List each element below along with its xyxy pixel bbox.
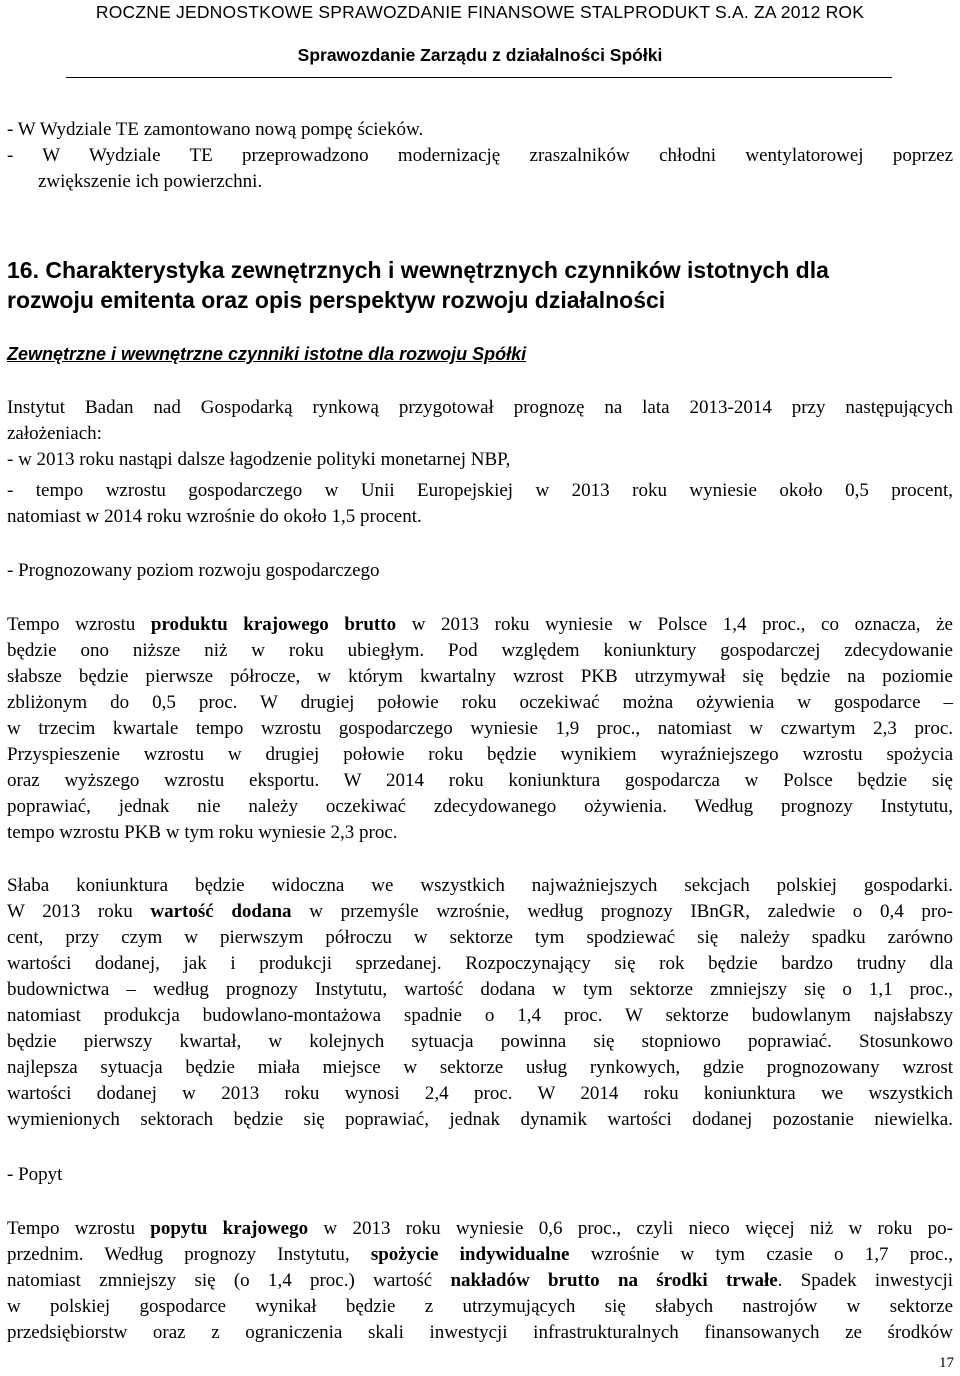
paragraph-line: - tempo wzrostu gospodarczego w Unii Europejskiej w 2013 roku wyniesie około 0,5 procent,: [7, 480, 953, 501]
paragraph-line: najlepsza sytuacja będzie miała miejsce w sektorze usług rynkowych, gdzie prognozowany wzrost: [7, 1057, 953, 1078]
paragraph-line: w polskiej gospodarce wynikał będzie z utrzymujących się słabych nastrojów w sektorze: [7, 1296, 953, 1317]
paragraph-line: wymienionych sektorach będzie się poprawiać, jednak dynamik wartości dodanej pozostanie niewielka.: [7, 1109, 953, 1130]
paragraph-line: natomiast w 2014 roku wzrośnie do około 1,5 procent.: [7, 506, 422, 527]
paragraph-line: poprawiać, jednak nie należy oczekiwać zdecydowanego ożywienia. Według prognozy Instytutu,: [7, 796, 953, 817]
forecast-heading: - Prognozowany poziom rozwoju gospodarczego: [7, 560, 380, 581]
paragraph-line: natomiast produkcja budowlano-montażowa spadnie o 1,4 proc. W sektorze budowlanym najsłabszy: [7, 1005, 953, 1026]
paragraph-line: założeniach:: [7, 423, 102, 444]
section-heading: 16. Charakterystyka zewnętrznych i wewnętrznych czynników istotnych dla: [7, 257, 829, 283]
paragraph-line: Słaba koniunktura będzie widoczna we wszystkich najważniejszych sekcjach polskiej gospodarki.: [7, 875, 953, 896]
paragraph-line: będzie pierwszy kwartał, w kolejnych sytuacja powinna się stopniowo poprawiać. Stosunkowo: [7, 1031, 953, 1052]
paragraph-line: oraz wyższego wzrostu eksportu. W 2014 roku koniunktura gospodarcza w Polsce będzie się: [7, 770, 953, 791]
list-item-continuation: zwiększenie ich powierzchni.: [38, 171, 263, 192]
paragraph-line: natomiast zmniejszy się (o 1,4 proc.) wartość nakładów brutto na środki trwałe. Spadek inwestycji: [7, 1270, 954, 1291]
paragraph-line: budownictwa – według prognozy Instytutu, wartość dodana w tym sektorze zmniejszy się o 1,1 proc.,: [7, 979, 953, 1000]
paragraph-line: tempo wzrostu PKB w tym roku wyniesie 2,3 proc.: [7, 822, 398, 843]
paragraph-line: Tempo wzrostu produktu krajowego brutto w 2013 roku wyniesie w Polsce 1,4 proc., co oznacza, że: [7, 614, 953, 635]
paragraph-line: przednim. Według prognozy Instytutu, spożycie indywidualne wzrośnie w tym czasie o 1,7 proc.,: [7, 1244, 953, 1265]
paragraph-line: wartości dodanej, jak i produkcji sprzedanej. Rozpoczynający się rok będzie bardzo trudny dla: [7, 953, 953, 974]
paragraph-line: cent, przy czym w pierwszym półroczu w sektorze tym spodziewać się należy spadku zarówno: [7, 927, 953, 948]
paragraph-line: wartości dodanej w 2013 roku wynosi 2,4 proc. W 2014 roku koniunktura we wszystkich: [7, 1083, 953, 1104]
paragraph-line: W 2013 roku wartość dodana w przemyśle wzrośnie, według prognozy IBnGR, zaledwie o 0,4 pro-: [7, 901, 954, 922]
paragraph-line: przedsiębiorstw oraz z ograniczenia skali inwestycji infrastrukturalnych finansowanych ze środków: [7, 1322, 953, 1343]
paragraph-line: będzie ono niższe niż w roku ubiegłym. Pod względem koniunktury gospodarczej zdecydowanie: [7, 640, 953, 661]
paragraph-line: zbliżonym do 0,5 proc. W drugiej połowie roku oczekiwać można ożywienia w gospodarce –: [7, 692, 953, 713]
header-divider: [66, 77, 892, 78]
paragraph-line: Tempo wzrostu popytu krajowego w 2013 roku wyniesie 0,6 proc., czyli nieco więcej niż w roku po-: [7, 1218, 953, 1239]
demand-heading: - Popyt: [7, 1164, 63, 1185]
paragraph-line: Przyspieszenie wzrostu w drugiej połowie roku będzie wynikiem wyraźniejszego wzrostu spożycia: [7, 744, 953, 765]
list-item: - W Wydziale TE przeprowadzono modernizację zraszalników chłodni wentylatorowej poprzez: [7, 145, 953, 166]
paragraph-line: słabsze będzie pierwsze półrocze, w którym kwartalny wzrost PKB utrzymywał się będzie na poziomie: [7, 666, 953, 687]
paragraph-line: w trzecim kwartale tempo wzrostu gospodarczego wyniesie 1,9 proc., natomiast w czwartym 2,3 proc.: [7, 718, 953, 739]
page-number: 17: [939, 1355, 954, 1371]
list-item: - W Wydziale TE zamontowano nową pompę ścieków.: [7, 119, 424, 140]
section-title: Sprawozdanie Zarządu z działalności Spółki: [297, 45, 663, 65]
subsection-heading: Zewnętrzne i wewnętrzne czynniki istotne dla rozwoju Spółki: [7, 344, 527, 364]
report-title: ROCZNE JEDNOSTKOWE SPRAWOZDANIE FINANSOWE STALPRODUKT S.A. ZA 2012 ROK: [95, 2, 865, 22]
paragraph-line: - w 2013 roku nastąpi dalsze łagodzenie polityki monetarnej NBP,: [7, 449, 511, 470]
paragraph-line: Instytut Badan nad Gospodarką rynkową przygotował prognozę na lata 2013-2014 przy następujących: [7, 397, 953, 418]
section-heading: rozwoju emitenta oraz opis perspektyw rozwoju działalności: [7, 287, 666, 313]
